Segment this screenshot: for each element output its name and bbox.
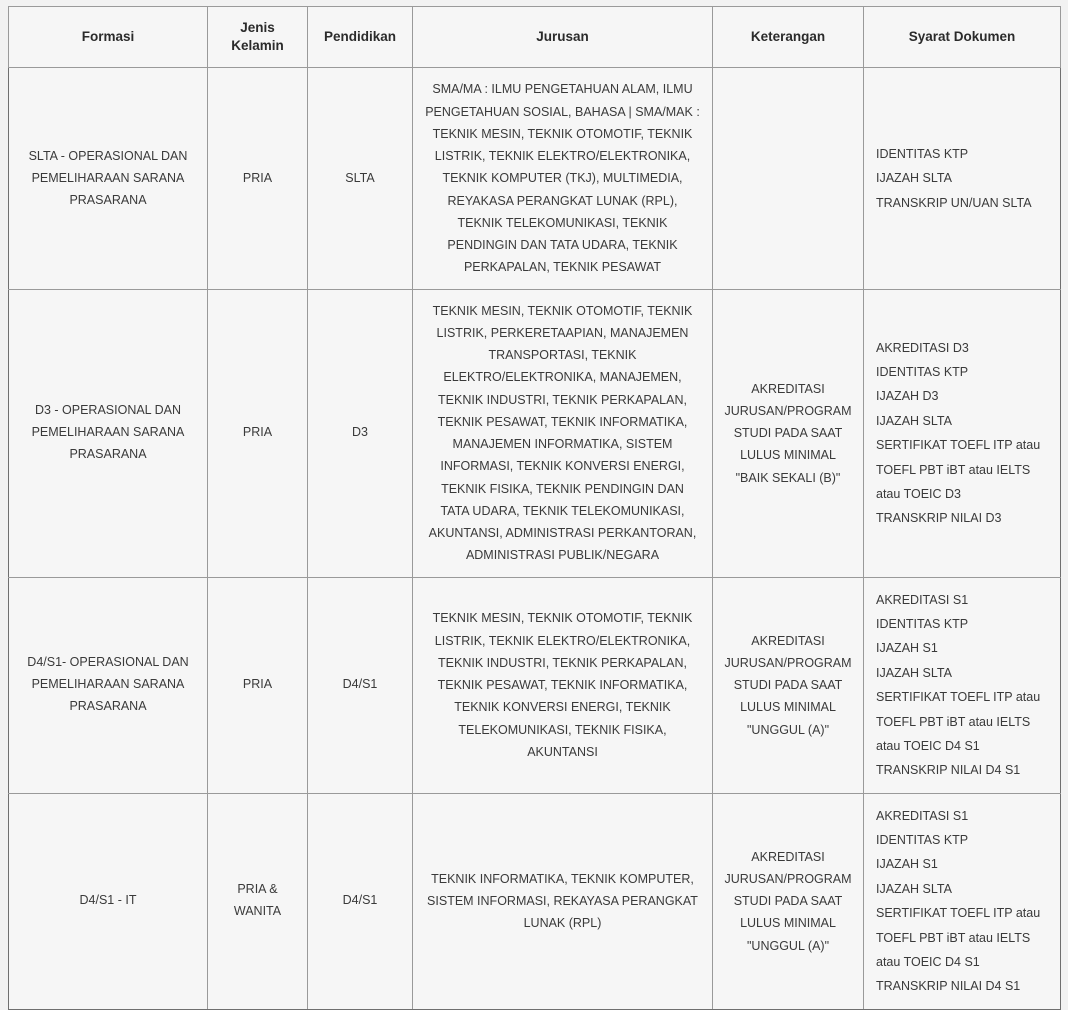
formasi-table-container	[8, 6, 1060, 994]
cell-pendidikan: D3	[308, 289, 413, 577]
document-item: TRANSKRIP UN/UAN SLTA	[876, 195, 1032, 210]
document-list	[876, 142, 1050, 215]
document-item: AKREDITASI S1	[876, 808, 969, 823]
document-item: IJAZAH D3	[876, 389, 939, 404]
document-list	[876, 336, 1050, 531]
cell-pendidikan: SLTA	[308, 68, 413, 289]
document-item: SERTIFIKAT TOEFL ITP atau	[876, 690, 1041, 705]
document-item: IJAZAH S1	[876, 857, 938, 872]
document-item: TRANSKRIP NILAI D3	[876, 511, 1002, 526]
document-item: IDENTITAS KTP	[876, 365, 969, 380]
document-item: IJAZAH SLTA	[876, 881, 952, 896]
cell-keterangan: AKREDITASI JURUSAN/PROGRAM STUDI PADA SAAT LULUS MINIMAL "UNGGUL (A)"	[713, 793, 864, 1009]
document-list	[876, 804, 1050, 999]
cell-keterangan: AKREDITASI JURUSAN/PROGRAM STUDI PADA SAAT LULUS MINIMAL "UNGGUL (A)"	[713, 577, 864, 793]
document-item: IDENTITAS KTP	[876, 147, 969, 161]
document-item: SERTIFIKAT TOEFL ITP atau	[876, 906, 1041, 921]
document-list	[876, 588, 1050, 783]
document-item: TOEFL PBT iBT atau IELTS	[876, 462, 1031, 477]
cell-keterangan: AKREDITASI JURUSAN/PROGRAM STUDI PADA SAAT LULUS MINIMAL "BAIK SEKALI (B)"	[713, 289, 864, 577]
cell-syarat-dokumen	[864, 577, 1061, 793]
cell-jenis-kelamin: PRIA	[208, 289, 308, 577]
document-item: IDENTITAS KTP	[876, 833, 969, 848]
column-header-keterangan: Keterangan	[713, 7, 864, 68]
document-item: IJAZAH SLTA	[876, 413, 952, 428]
table-row	[9, 289, 1061, 577]
cell-pendidikan: D4/S1	[308, 577, 413, 793]
document-item: AKREDITASI S1	[876, 592, 969, 607]
cell-jurusan: SMA/MA : ILMU PENGETAHUAN ALAM, ILMU PENGETAHUAN SOSIAL, BAHASA | SMA/MAK : TEKNIK MESIN, TEKNIK OTOMOTIF, TEKNIK LISTRIK, TEKNIK ELEKTRO/ELEKTRONIKA, TEKNIK KOMPUTER (TKJ), MULTIMEDIA, REYAKASA PERANGKAT LUNAK (RPL), TEKNIK TELEKOMUNIKASI, TEKNIK PENDINGIN DAN TATA UDARA, TEKNIK PERKAPALAN, TEKNIK PESAWAT	[413, 68, 713, 289]
column-header-pendidikan: Pendidikan	[308, 7, 413, 68]
cell-jurusan: TEKNIK MESIN, TEKNIK OTOMOTIF, TEKNIK LISTRIK, PERKERETAAPIAN, MANAJEMEN TRANSPORTASI, TEKNIK ELEKTRO/ELEKTRONIKA, MANAJEMEN, TEKNIK INDUSTRI, TEKNIK PERKAPALAN, TEKNIK PESAWAT, TEKNIK INFORMATIKA, MANAJEMEN INFORMATIKA, SISTEM INFORMASI, TEKNIK KONVERSI ENERGI, TEKNIK FISIKA, TEKNIK PENDINGIN DAN TATA UDARA, TEKNIK TELEKOMUNIKASI, AKUNTANSI, ADMINISTRASI PERKANTORAN, ADMINISTRASI PUBLIK/NEGARA	[413, 289, 713, 577]
document-item: atau TOEIC D4 S1	[876, 954, 980, 969]
cell-keterangan	[713, 68, 864, 289]
document-item: IDENTITAS KTP	[876, 617, 969, 632]
table-row	[9, 793, 1061, 1009]
column-header-jurusan: Jurusan	[413, 7, 713, 68]
cell-jurusan: TEKNIK INFORMATIKA, TEKNIK KOMPUTER, SISTEM INFORMASI, REKAYASA PERANGKAT LUNAK (RPL)	[413, 793, 713, 1009]
column-header-syarat-dokumen: Syarat Dokumen	[864, 7, 1061, 68]
document-item: TOEFL PBT iBT atau IELTS	[876, 714, 1031, 729]
document-item: SERTIFIKAT TOEFL ITP atau	[876, 438, 1041, 453]
document-item: atau TOEIC D3	[876, 486, 961, 501]
cell-syarat-dokumen	[864, 68, 1061, 289]
cell-jenis-kelamin: PRIA	[208, 577, 308, 793]
table-body	[9, 68, 1061, 1009]
document-item: TOEFL PBT iBT atau IELTS	[876, 930, 1031, 945]
cell-formasi: D3 - OPERASIONAL DAN PEMELIHARAAN SARANA PRASARANA	[9, 289, 208, 577]
document-item: IJAZAH SLTA	[876, 171, 952, 186]
formasi-requirements-table	[8, 6, 1061, 1010]
cell-syarat-dokumen	[864, 793, 1061, 1009]
document-item: IJAZAH S1	[876, 641, 938, 656]
cell-jurusan: TEKNIK MESIN, TEKNIK OTOMOTIF, TEKNIK LISTRIK, TEKNIK ELEKTRO/ELEKTRONIKA, TEKNIK INDUSTRI, TEKNIK PERKAPALAN, TEKNIK PESAWAT, TEKNIK INFORMATIKA, TEKNIK KONVERSI ENERGI, TEKNIK TELEKOMUNIKASI, TEKNIK FISIKA, AKUNTANSI	[413, 577, 713, 793]
table-header-row	[9, 7, 1061, 68]
cell-pendidikan: D4/S1	[308, 793, 413, 1009]
document-item: atau TOEIC D4 S1	[876, 738, 980, 753]
document-item: TRANSKRIP NILAI D4 S1	[876, 763, 1021, 778]
cell-formasi: D4/S1- OPERASIONAL DAN PEMELIHARAAN SARANA PRASARANA	[9, 577, 208, 793]
cell-formasi: SLTA - OPERASIONAL DAN PEMELIHARAAN SARANA PRASARANA	[9, 68, 208, 289]
cell-jenis-kelamin: PRIA & WANITA	[208, 793, 308, 1009]
document-item: IJAZAH SLTA	[876, 665, 952, 680]
cell-syarat-dokumen	[864, 289, 1061, 577]
cell-jenis-kelamin: PRIA	[208, 68, 308, 289]
table-row	[9, 577, 1061, 793]
column-header-jenis-kelamin: Jenis Kelamin	[208, 7, 308, 68]
cell-formasi: D4/S1 - IT	[9, 793, 208, 1009]
table-row	[9, 68, 1061, 289]
table-header	[9, 7, 1061, 68]
document-item: TRANSKRIP NILAI D4 S1	[876, 979, 1021, 994]
column-header-formasi: Formasi	[9, 7, 208, 68]
document-item: AKREDITASI D3	[876, 340, 969, 355]
